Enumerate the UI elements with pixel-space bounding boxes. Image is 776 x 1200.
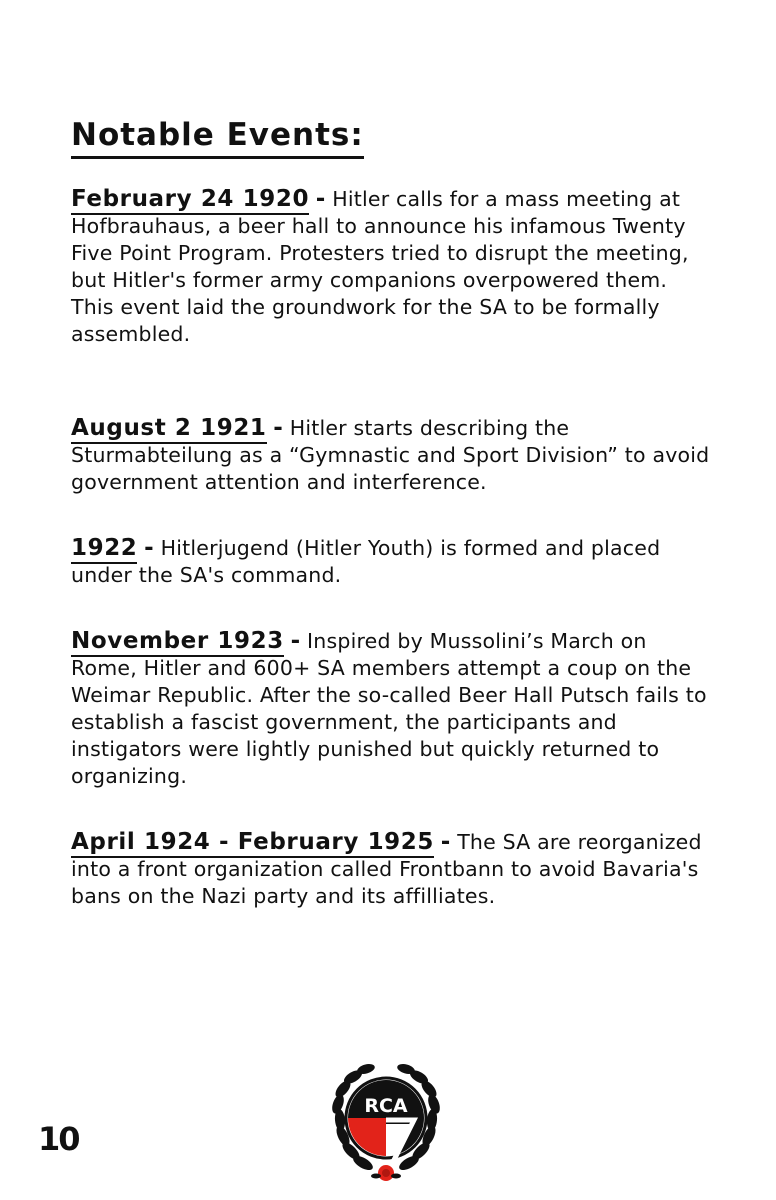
- rca-wreath-logo: [326, 1060, 446, 1185]
- event-date: August 2 1921: [71, 415, 267, 444]
- event-text: Hitlerjugend (Hitler Youth) is formed and placed under the SA's command.: [71, 536, 661, 587]
- page-number: 10: [38, 1120, 79, 1158]
- event-separator: -: [290, 628, 301, 654]
- event-date: November 1923: [71, 628, 284, 657]
- event-text: Inspired by Mussolini’s March on Rome, Hitler and 600+ SA members attempt a coup on the Weimar Republic. After the so-called Beer Hall Putsch fails to establish a fascist government, the participants and instigators were lightly punished but quickly returned to organizing.: [71, 629, 707, 788]
- event-5: [71, 829, 711, 910]
- event-4: [71, 628, 711, 790]
- event-separator: -: [144, 535, 154, 561]
- rose-icon: [371, 1165, 401, 1181]
- event-separator: -: [315, 186, 326, 212]
- event-separator: -: [273, 415, 283, 441]
- event-separator: -: [440, 829, 451, 855]
- logo-text: RCA: [364, 1095, 408, 1117]
- event-2: [71, 415, 711, 496]
- event-1: [71, 186, 711, 348]
- page-title: Notable Events:: [71, 115, 364, 159]
- event-date: 1922: [71, 535, 137, 564]
- event-text: Hitler calls for a mass meeting at Hofbrauhaus, a beer hall to announce his infamous Twenty Five Point Program. Protesters tried to disrupt the meeting, but Hitler's former army companions overpowered them. This event laid the groundwork for the SA to be formally assembled.: [71, 187, 689, 346]
- event-text: Hitler starts describing the Sturmabteilung as a “Gymnastic and Sport Division” to avoid government attention and interference.: [71, 416, 710, 494]
- event-3: [71, 535, 711, 589]
- event-date: April 1924 - February 1925: [71, 829, 434, 858]
- event-date: February 24 1920: [71, 186, 309, 215]
- event-text: The SA are reorganized into a front organization called Frontbann to avoid Bavaria's bans on the Nazi party and its affilliates.: [71, 830, 702, 908]
